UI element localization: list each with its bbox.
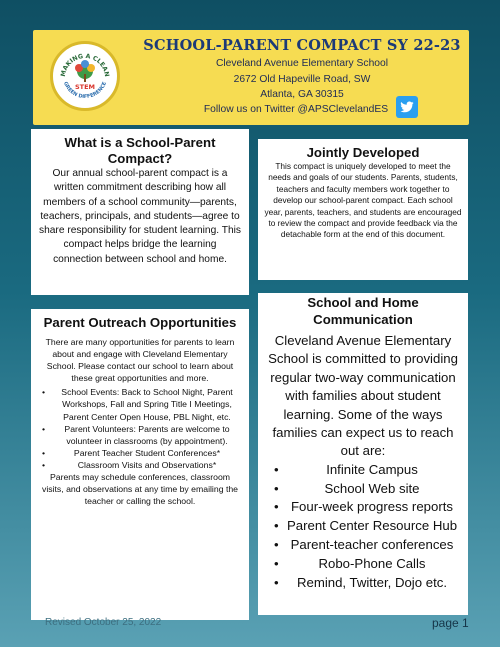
communication-bullet-text: Remind, Twitter, Dojo etc.: [296, 574, 447, 590]
list-item: • Parent Center Resource Hub: [274, 518, 458, 534]
school-logo: [50, 41, 120, 111]
parent-outreach-card: [31, 309, 249, 620]
communication-list: [264, 461, 462, 593]
communication-intro: Cleveland Avenue Elementary School is committed to providing regular two-way communication with families about student learning. Some of the ways families can expect us to reach out are:: [268, 333, 458, 459]
outreach-bullet-text: School Events: Back to School Night, Parent Workshops, Fall and Spring Title I Meetings, Parent Center Open House, PBL Night, etc.: [61, 387, 233, 422]
list-item: • Remind, Twitter, Dojo etc.: [274, 574, 447, 590]
jointly-body: This compact is uniquely developed to meet the needs and goals of our students. Parents, students, teachers and faculty members work together to develop our school-parent compact. Each school year, parents, teachers, and students are encouraged to review the compact and provide feedback via the detachable form at the end of this document.: [264, 161, 462, 240]
twitter-follow-text: Follow us on Twitter @APSClevelandES: [203, 104, 389, 115]
logo-text-top: MAKING A CLEAN: [59, 52, 111, 78]
what-is-heading: What is a School-Parent Compact?: [64, 135, 216, 166]
communication-card: [258, 293, 468, 615]
page-title: SCHOOL-PARENT COMPACT SY 22-23: [143, 37, 461, 54]
communication-bullet-text: Parent-teacher conferences: [290, 537, 454, 553]
communication-bullet-text: Four-week progress reports: [291, 499, 453, 515]
communication-bullet-text: School Web site: [324, 480, 420, 496]
jointly-heading: Jointly Developed: [306, 145, 420, 160]
jointly-developed-card: [258, 139, 468, 280]
list-item: • Parent Teacher Student Conferences*: [42, 447, 221, 458]
communication-bullet-text: Parent Center Resource Hub: [286, 518, 458, 534]
outreach-intro: There are many opportunities for parents to learn about and engage with Cleveland Elementary School. Please contact our school to learn about these great opportunities and more.: [45, 337, 235, 384]
list-item: • Infinite Campus: [274, 461, 418, 477]
outreach-list: [38, 386, 242, 471]
list-item: • Parent-teacher conferences: [274, 537, 454, 553]
school-address: 2672 Old Hapeville Road, SW: [233, 74, 371, 85]
twitter-bird-icon[interactable]: [396, 96, 418, 118]
school-city: Atlanta, GA 30315: [260, 89, 344, 100]
list-item: • Four-week progress reports: [274, 499, 453, 515]
what-is-compact-card: [31, 129, 249, 295]
revised-date: Revised October 25, 2022: [45, 617, 162, 628]
outreach-bullet-text: Classroom Visits and Observations*: [77, 459, 217, 470]
communication-bullet-text: Infinite Campus: [326, 461, 418, 477]
logo-text-bottom: GREEN DIFFERENCE: [62, 80, 108, 101]
communication-heading: School and Home Communication: [307, 295, 419, 327]
list-item: • Classroom Visits and Observations*: [42, 459, 217, 470]
outreach-outro: Parents may schedule conferences, classroom visits, and observations at any time by emailing the teacher or calling the school.: [41, 472, 239, 507]
stem-logo-icon: [53, 44, 117, 108]
logo-stem-text: STEM: [74, 83, 96, 91]
list-item: • Robo-Phone Calls: [274, 555, 426, 571]
what-is-body: Our annual school-parent compact is a written commitment describing how all members of a school community—parents, teachers, principals, and students—agree to share responsibility for student learning. This compact helps bridge the learning connection between school and home.: [39, 168, 241, 265]
outreach-heading: Parent Outreach Opportunities: [43, 315, 237, 330]
list-item: • Parent Volunteers: Parents are welcome to volunteer in classrooms (by appointment).: [42, 423, 230, 446]
list-item: • School Web site: [274, 480, 420, 496]
outreach-bullet-text: Parent Teacher Student Conferences*: [73, 447, 221, 458]
header-banner: [33, 30, 469, 125]
list-item: • School Events: Back to School Night, Parent Workshops, Fall and Spring Title I Meetings, Parent Center Open House, PBL Night, etc.: [42, 387, 233, 422]
outreach-bullet-text: Parent Volunteers: Parents are welcome to volunteer in classrooms (by appointment).: [64, 423, 230, 446]
school-name: Cleveland Avenue Elementary School: [215, 58, 389, 69]
communication-bullet-text: Robo-Phone Calls: [318, 555, 426, 571]
page-number: page 1: [432, 616, 469, 630]
